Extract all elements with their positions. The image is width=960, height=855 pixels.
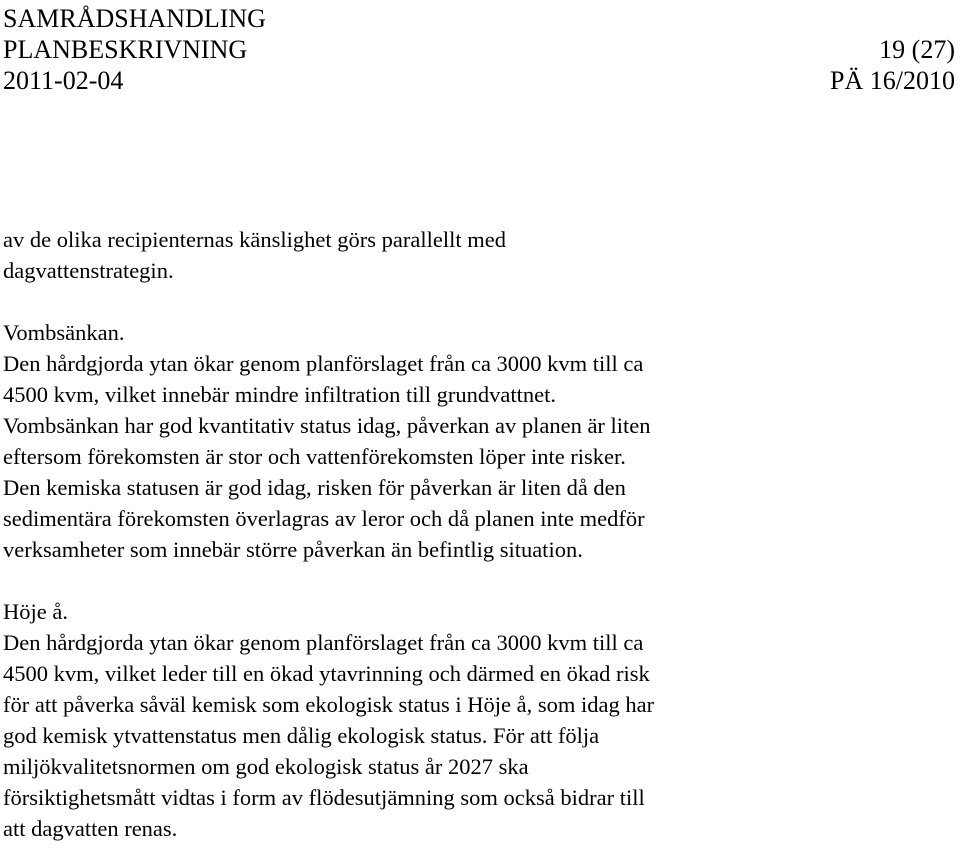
text-line: sedimentära förekomsten överlagras av leror och då planen inte medför [3,506,645,531]
document-type: SAMRÅDSHANDLING [3,4,266,33]
page-header [3,3,955,96]
section-heading-vombsankan: Vombsänkan. [3,320,125,345]
text-line: Den hårdgjorda ytan ökar genom planförslaget från ca 3000 kvm till ca [3,351,644,376]
header-row-1 [3,3,955,34]
text-line: för att påverka såväl kemisk som ekologisk status i Höje å, som idag har [3,692,655,717]
page-number: 19 (27) [879,35,955,64]
text-line: god kemisk ytvattenstatus men dålig ekologisk status. För att följa [3,723,600,748]
header-row-2 [3,34,955,65]
text-line: av de olika recipienternas känslighet görs parallellt med [3,227,506,252]
text-line: Den kemiska statusen är god idag, risken för påverkan är liten då den [3,475,626,500]
text-line: Den hårdgjorda ytan ökar genom planförslaget från ca 3000 kvm till ca [3,630,644,655]
text-line: miljökvalitetsnormen om god ekologisk status år 2027 ska [3,754,529,779]
body-text [3,224,953,844]
paragraph-gap [3,565,953,596]
text-line: dagvattenstrategin. [3,258,174,283]
document-reference: PÄ 16/2010 [830,66,955,95]
paragraph-gap [3,286,953,317]
text-line: Vombsänkan har god kvantitativ status idag, påverkan av planen är liten [3,413,651,438]
text-line: försiktighetsmått vidtas i form av flödesutjämning som också bidrar till [3,785,645,810]
text-line: att dagvatten renas. [3,816,178,841]
text-line: eftersom förekomsten är stor och vattenförekomsten löper inte risker. [3,444,626,469]
text-line: verksamheter som innebär större påverkan än befintlig situation. [3,537,583,562]
text-line: 4500 kvm, vilket innebär mindre infiltration till grundvattnet. [3,382,557,407]
document-name: PLANBESKRIVNING [3,35,248,64]
header-row-3 [3,65,955,96]
document-date: 2011-02-04 [3,66,124,95]
section-heading-hoje: Höje å. [3,599,68,624]
text-line: 4500 kvm, vilket leder till en ökad ytavrinning och därmed en ökad risk [3,661,650,686]
